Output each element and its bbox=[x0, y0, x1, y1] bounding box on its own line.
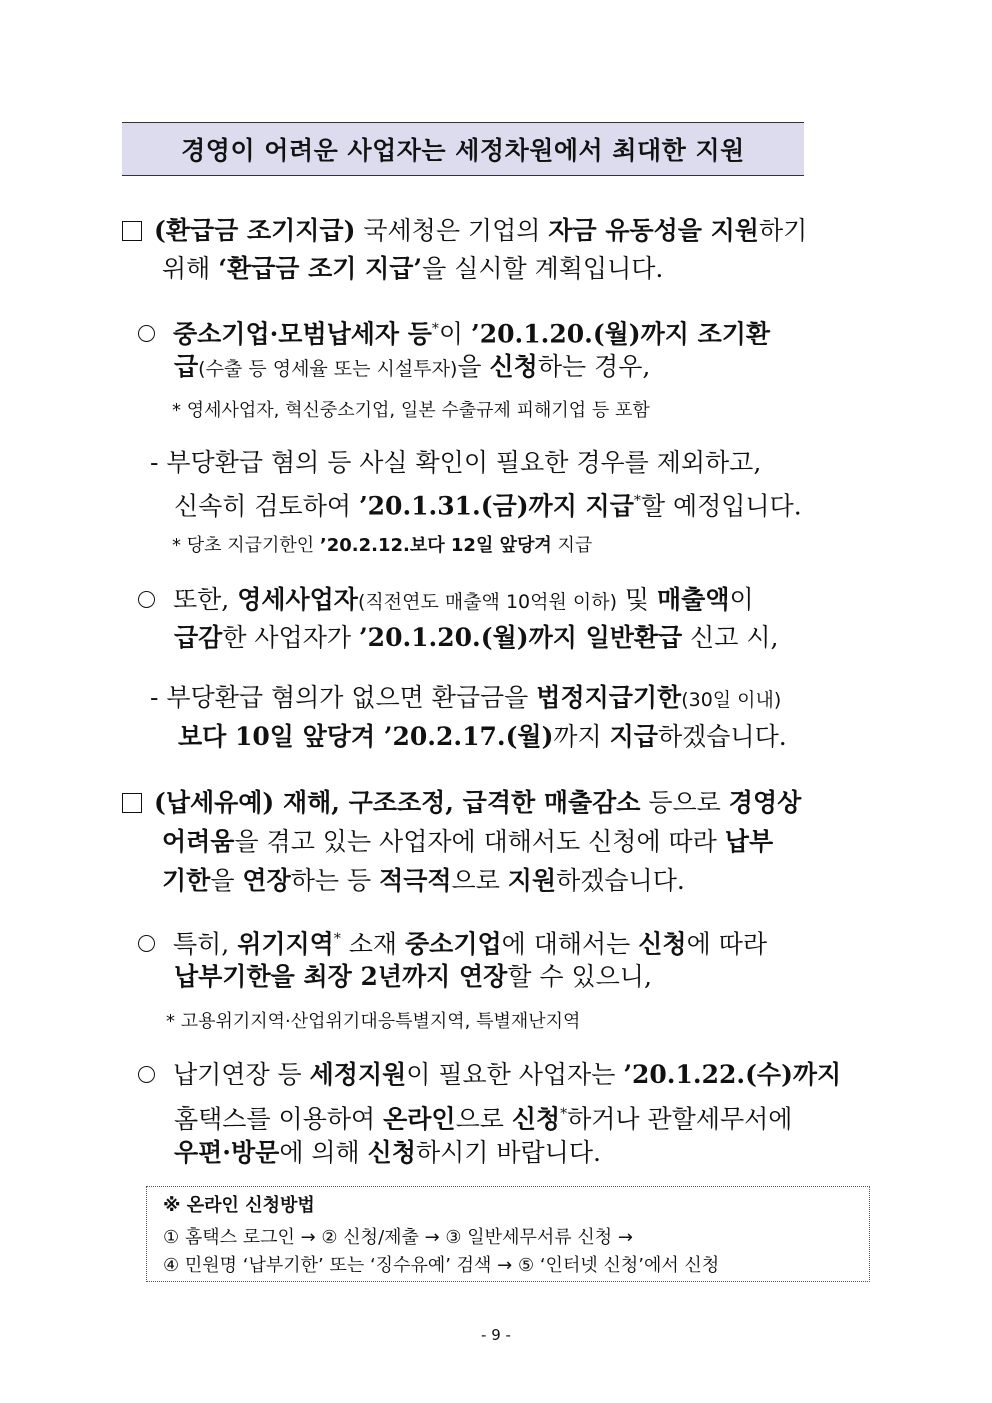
dash1-line2 bbox=[174, 484, 802, 523]
section2-line2 bbox=[162, 825, 773, 859]
online-application-notebox bbox=[146, 1186, 870, 1282]
text-bold: 우편·방문 bbox=[174, 1138, 280, 1167]
text: 이 bbox=[729, 585, 754, 614]
text-bold: ’20.1.20.(월)까지 조기환 bbox=[471, 319, 771, 349]
text: 으로 bbox=[455, 1104, 512, 1134]
text-bold: ’20.1.31.(금)까지 지급 bbox=[358, 491, 634, 521]
text-bold: ’20.1.22.(수)까지 bbox=[623, 1060, 842, 1089]
text-bold: 급감 bbox=[174, 623, 223, 652]
square-bullet-icon bbox=[122, 793, 142, 813]
section2-line3 bbox=[162, 864, 685, 898]
text: 할 예정입니다. bbox=[640, 491, 802, 521]
text-bold: 어려움 bbox=[162, 827, 235, 856]
text: 하시기 바랍니다. bbox=[415, 1138, 601, 1167]
dash1-line1: - 부당환급 혐의 등 사실 확인이 필요한 경우를 제외하고, bbox=[150, 448, 762, 477]
square-bullet-icon bbox=[122, 221, 142, 241]
text: 위해 bbox=[162, 254, 219, 283]
text-bold: 지급 bbox=[609, 722, 658, 751]
text: 하는 등 bbox=[290, 866, 380, 895]
text-bold: 위기지역 bbox=[237, 929, 334, 959]
section1-line2 bbox=[162, 252, 663, 286]
circle-bullet-icon bbox=[138, 1066, 155, 1083]
section2-heading: (납세유예) 재해, 구조조정, 급격한 매출감소 bbox=[154, 788, 641, 817]
text-bold: 납부 bbox=[724, 827, 774, 856]
point1-line2 bbox=[174, 350, 650, 386]
text: 하거나 관할세무서에 bbox=[567, 1104, 793, 1134]
text: 할 수 있으니, bbox=[507, 962, 652, 991]
text-bold: ’20.2.12.보다 12일 앞당겨 bbox=[319, 535, 552, 556]
text: 신고 시, bbox=[682, 623, 779, 652]
point1-footnote: * 영세사업자, 혁신중소기업, 일본 수출규제 피해기업 등 포함 bbox=[172, 400, 650, 421]
text: 하겠습니다. bbox=[556, 866, 685, 895]
section1-line1 bbox=[122, 214, 807, 248]
page-title: 경영이 어려운 사업자는 세정차원에서 최대한 지원 bbox=[181, 136, 745, 165]
text-bold: ‘환급금 조기 지급’ bbox=[218, 254, 423, 283]
text-bold: 자금 유동성을 지원 bbox=[548, 216, 759, 245]
dash1-footnote bbox=[172, 533, 592, 559]
title-banner bbox=[122, 122, 804, 176]
text: 신속히 검토하여 bbox=[174, 491, 359, 521]
point4-line2 bbox=[174, 1097, 792, 1136]
notebox-step-line1: ① 홈택스 로그인 → ② 신청/제출 → ③ 일반세무서류 신청 → bbox=[163, 1227, 633, 1248]
text: 이 필요한 사업자는 bbox=[406, 1060, 624, 1089]
text: 홈택스를 이용하여 bbox=[174, 1104, 384, 1134]
text: 지급 bbox=[551, 535, 593, 556]
point3-line2 bbox=[174, 960, 652, 994]
point3-line1 bbox=[138, 922, 767, 961]
text-bold: 보다 10일 앞당겨 ’20.2.17.(월) bbox=[178, 722, 554, 751]
dash2-line1 bbox=[150, 681, 781, 717]
text-bold: 지원 bbox=[507, 866, 557, 895]
text-bold: ’20.1.20.(월)까지 일반환급 bbox=[358, 623, 683, 652]
text: 을 겪고 있는 사업자에 대해서도 신청에 따라 bbox=[234, 827, 725, 856]
text: 및 bbox=[616, 585, 658, 614]
text: 에 대해서는 bbox=[501, 929, 639, 959]
text: 을 bbox=[457, 352, 490, 381]
section1-heading: (환급금 조기지급) bbox=[154, 216, 356, 245]
text: 또한, bbox=[173, 585, 238, 614]
text: 납기연장 등 bbox=[173, 1060, 310, 1089]
point3-footnote: * 고용위기지역·산업위기대응특별지역, 특별재난지역 bbox=[166, 1011, 581, 1032]
circle-bullet-icon bbox=[138, 935, 155, 952]
text: 소재 bbox=[340, 929, 406, 959]
text: 으로 bbox=[451, 866, 508, 895]
text-bold: 매출액 bbox=[657, 585, 730, 614]
text-bold: 세정지원 bbox=[309, 1060, 407, 1089]
text-bold: 기한 bbox=[162, 866, 211, 895]
text: 특히, bbox=[173, 929, 238, 959]
footnote-mark: * bbox=[560, 1106, 568, 1122]
text: 에 의해 bbox=[279, 1138, 368, 1167]
footnote-mark: * bbox=[333, 931, 341, 947]
text: 이 bbox=[438, 319, 472, 349]
text-bold: 경영상 bbox=[728, 788, 802, 817]
text-bold: 급 bbox=[174, 352, 199, 381]
text-bold: 온라인 bbox=[383, 1104, 456, 1134]
text: 하는 경우, bbox=[537, 352, 651, 381]
point4-line1 bbox=[138, 1058, 841, 1092]
text-bold: 신청 bbox=[511, 1104, 561, 1134]
text-bold: 연장 bbox=[242, 866, 291, 895]
text-bold: 중소기업 bbox=[405, 929, 502, 959]
notebox-step-line2: ④ 민원명 ‘납부기한’ 또는 ‘징수유예’ 검색 → ⑤ ‘인터넷 신청’에서 신청 bbox=[163, 1255, 720, 1276]
text: 국세청은 기업의 bbox=[355, 216, 549, 245]
text-bold: 납부기한을 최장 2년까지 연장 bbox=[174, 962, 508, 991]
point4-line3 bbox=[174, 1136, 601, 1170]
point2-line2 bbox=[174, 621, 778, 655]
text: 하기 bbox=[758, 216, 808, 245]
footnote-mark: * bbox=[633, 493, 641, 509]
text: 에 따라 bbox=[686, 929, 767, 959]
section2-line1 bbox=[122, 786, 801, 820]
text: 까지 bbox=[553, 722, 610, 751]
text: 을 실시할 계획입니다. bbox=[422, 254, 664, 283]
text-bold: 영세사업자 bbox=[237, 585, 358, 614]
text-bold: 법정지급기한 bbox=[536, 683, 682, 712]
notebox-title: ※ 온라인 신청방법 bbox=[163, 1195, 315, 1216]
point1-line1 bbox=[138, 312, 770, 351]
footnote-mark: * bbox=[431, 321, 439, 337]
text: 한 사업자가 bbox=[222, 623, 359, 652]
dash2-line2 bbox=[178, 720, 787, 754]
text: * 당초 지급기한인 bbox=[172, 535, 320, 556]
text: 하겠습니다. bbox=[657, 722, 787, 751]
text-bold: 중소기업·모범납세자 등 bbox=[173, 319, 432, 349]
text-small: (직전연도 매출액 10억원 이하) bbox=[357, 591, 617, 613]
text-bold: 신청 bbox=[489, 352, 538, 381]
text: 을 bbox=[210, 866, 243, 895]
text-small: (수출 등 영세율 또는 시설투자) bbox=[198, 358, 458, 380]
text-bold: 신청 bbox=[638, 929, 687, 959]
point2-line1 bbox=[138, 583, 754, 619]
text: - 부당환급 혐의가 없으면 환급금을 bbox=[150, 683, 537, 712]
circle-bullet-icon bbox=[138, 591, 155, 608]
text-bold: 적극적 bbox=[379, 866, 452, 895]
text-bold: 신청 bbox=[367, 1138, 416, 1167]
text-small: (30일 이내) bbox=[681, 689, 782, 711]
text: 등으로 bbox=[640, 788, 729, 817]
page-number: - 9 - bbox=[481, 1326, 511, 1344]
circle-bullet-icon bbox=[138, 325, 155, 342]
